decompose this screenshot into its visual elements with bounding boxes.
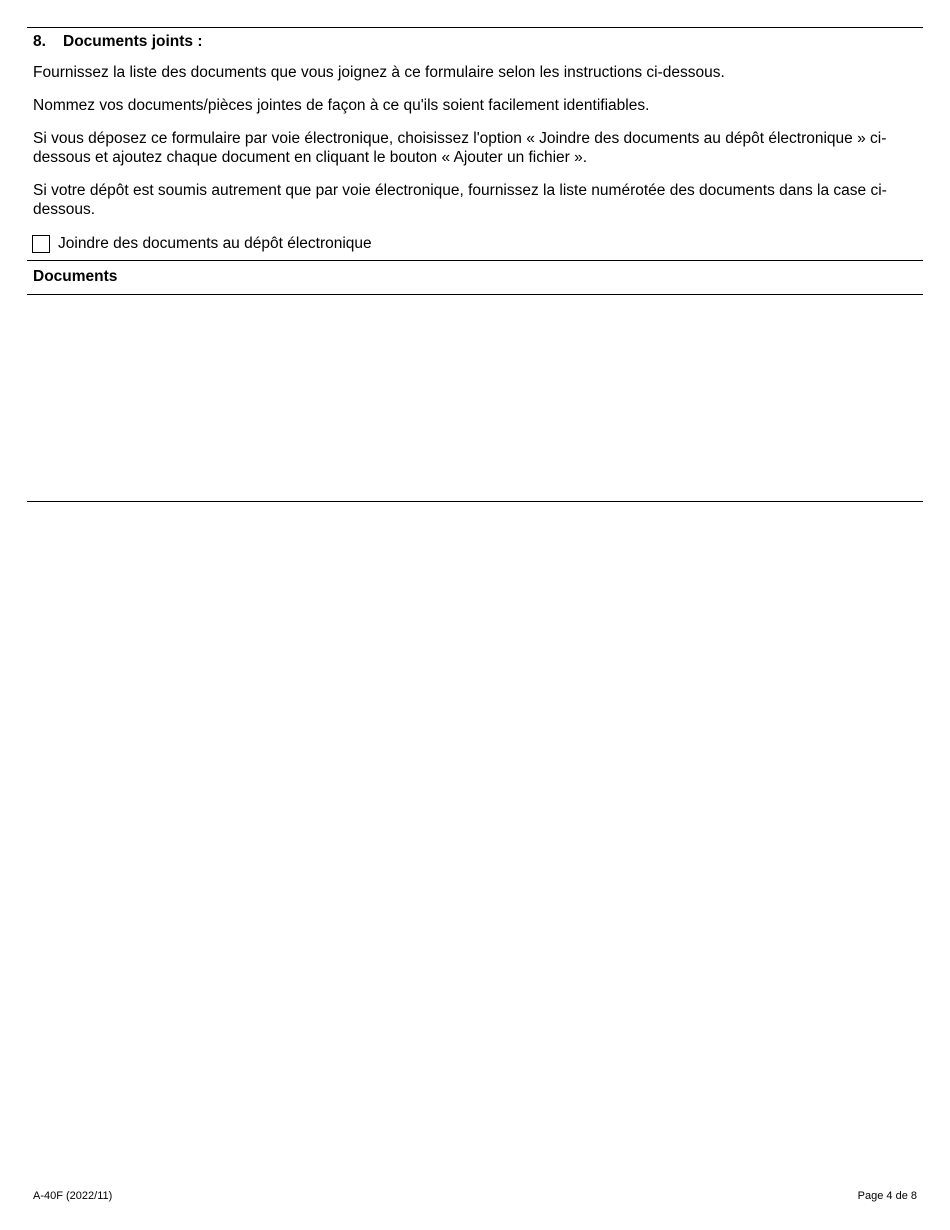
section-heading: Documents joints : [63,33,203,50]
instruction-paragraph-3: Si vous déposez ce formulaire par voie électronique, choisissez l'option « Joindre des documents au dépôt électronique » ci-dessous et ajoutez chaque document en cliquant le bouton « Ajouter un fichier ». [33,130,887,166]
page-number: Page 4 de 8 [857,1190,917,1202]
documents-bottom-divider [27,501,923,502]
documents-header: Documents [33,268,118,285]
attach-documents-option [32,234,372,254]
attach-documents-checkbox[interactable] [32,235,50,253]
section-number: 8. [33,33,46,50]
documents-header-divider [27,294,923,295]
instruction-paragraph-4: Si votre dépôt est soumis autrement que par voie électronique, fournissez la liste numérotée des documents dans la case ci-dessous. [33,182,887,218]
checkbox-divider [27,260,923,261]
form-identifier: A-40F (2022/11) [33,1190,113,1202]
attach-documents-label[interactable]: Joindre des documents au dépôt électronique [58,235,372,252]
section-title [33,33,203,51]
documents-list-field[interactable] [27,296,923,500]
instruction-paragraph-1: Fournissez la liste des documents que vous joignez à ce formulaire selon les instructions ci-dessous. [33,64,725,81]
instruction-paragraph-2: Nommez vos documents/pièces jointes de façon à ce qu'ils soient facilement identifiables. [33,97,650,114]
top-divider [27,27,923,28]
